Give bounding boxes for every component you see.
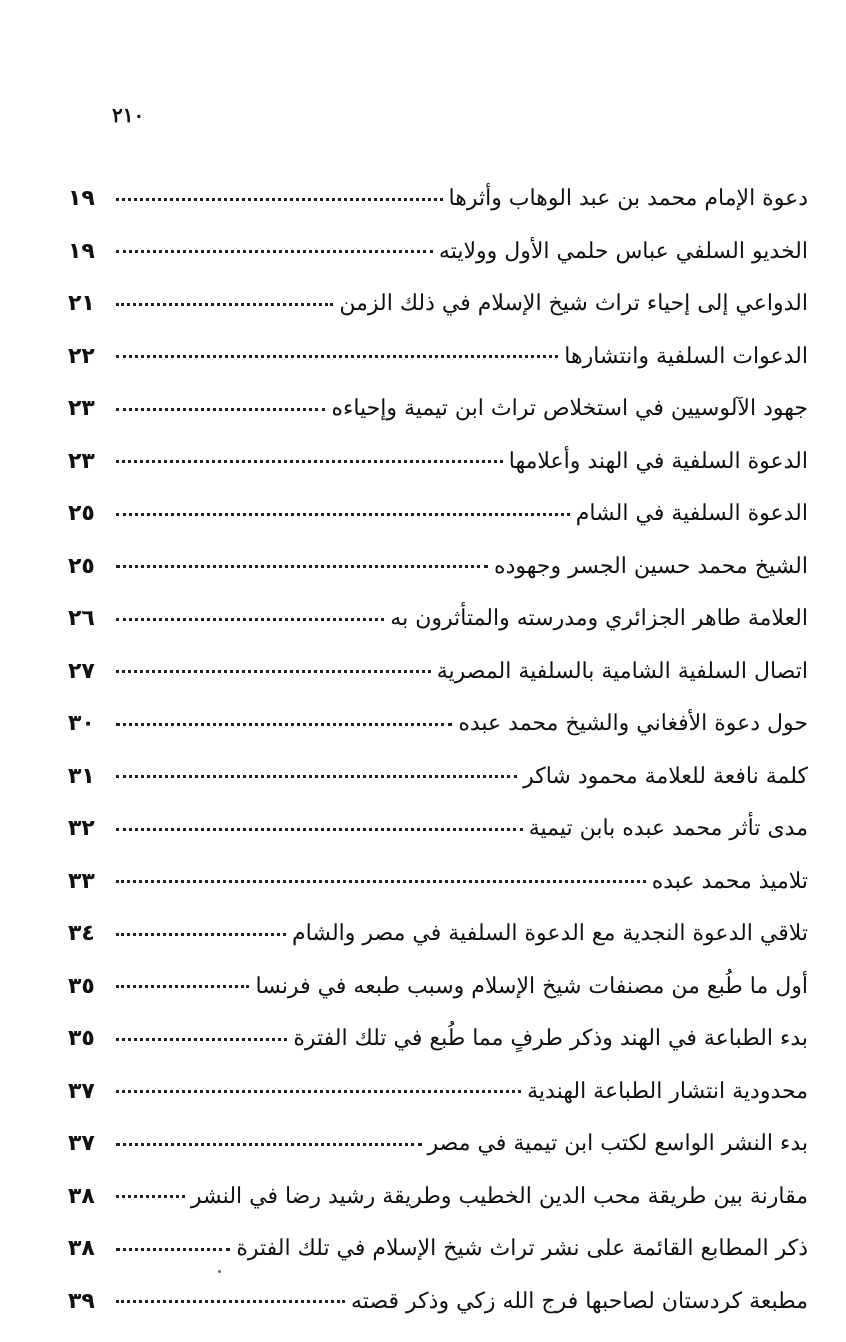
toc-entry-title: كلمة نافعة للعلامة محمود شاكر [523,763,808,789]
toc-entry [68,370,808,423]
toc-entry-page: ٣٥ [68,1026,95,1052]
dot-leader [116,355,558,358]
toc-entry-page: ٣١ [68,763,95,789]
toc-entry-title: الشيخ محمد حسين الجسر وجهوده [494,553,808,579]
dot-leader [116,880,646,883]
toc-entry-title: دعوة الإمام محمد بن عبد الوهاب وأثرها [448,186,808,212]
dot-leader [116,670,431,673]
toc-entry [68,1158,808,1211]
dot-leader [116,1038,287,1041]
dot-leader [116,513,570,516]
dot-leader [116,460,503,463]
toc-entry-page: ٢٧ [68,658,95,684]
toc-entry [68,1263,808,1316]
toc-entry-page: ٣٣ [68,868,95,894]
toc-entry-title: الخديو السلفي عباس حلمي الأول وولايته [438,238,808,264]
toc-entry [68,213,808,266]
toc-entry [68,790,808,843]
toc-entry-page: ٢١ [68,291,95,317]
toc-entry-title: مقارنة بين طريقة محب الدين الخطيب وطريقة رشيد رضا في النشر [190,1183,808,1209]
toc-entry-title: أول ما طُبع من مصنفات شيخ الإسلام وسبب طبعه في فرنسا [255,973,808,999]
toc-entry-title: مدى تأثر محمد عبده بابن تيمية [528,816,808,842]
toc-entry-page: ٢٢ [68,343,95,369]
table-of-contents [68,160,808,1315]
dot-leader [116,828,523,831]
dot-leader [116,618,384,621]
toc-entry-page: ٢٦ [68,606,95,632]
toc-entry-page: ٢٥ [68,501,95,527]
toc-entry [68,1000,808,1053]
toc-entry-title: الدعوة السلفية في الهند وأعلامها [508,448,808,474]
toc-entry-title: تلاقي الدعوة النجدية مع الدعوة السلفية في مصر والشام [292,921,808,947]
toc-entry-title: تلاميذ محمد عبده [651,868,808,894]
dot-leader [116,723,452,726]
dot-leader [116,1090,521,1093]
toc-entry-title: جهود الآلوسيين في استخلاص تراث ابن تيمية وإحياءه [331,396,808,422]
dot-leader [116,1300,345,1303]
toc-entry-title: بدء النشر الواسع لكتب ابن تيمية في مصر [427,1131,808,1157]
toc-entry-page: ٣٥ [68,973,95,999]
toc-entry [68,738,808,791]
toc-entry [68,895,808,948]
toc-entry [68,633,808,686]
toc-entry-title: بدء الطباعة في الهند وذكر طرفٍ مما طُبع في تلك الفترة [293,1026,808,1052]
toc-entry [68,580,808,633]
toc-entry [68,1210,808,1263]
toc-entry-title: حول دعوة الأفغاني والشيخ محمد عبده [458,711,808,737]
toc-entry [68,1105,808,1158]
toc-entry [68,265,808,318]
toc-entry-title: ذكر المطابع القائمة على نشر تراث شيخ الإسلام في تلك الفترة [236,1236,808,1262]
dot-leader [116,1143,422,1146]
dot-leader [116,1195,185,1198]
toc-entry-page: ٣٨ [68,1236,95,1262]
toc-entry-page: ٢٣ [68,396,95,422]
toc-entry-title: الدعوة السلفية في الشام [575,501,808,527]
dot-leader [116,933,286,936]
toc-entry-page: ٢٣ [68,448,95,474]
toc-entry-title: الدواعي إلى إحياء تراث شيخ الإسلام في ذلك الزمن [339,291,808,317]
toc-entry [68,948,808,1001]
toc-entry-page: ٢٥ [68,553,95,579]
dot-leader [116,565,488,568]
toc-entry-title: اتصال السلفية الشامية بالسلفية المصرية [436,658,808,684]
toc-entry-page: ٣٧ [68,1131,95,1157]
toc-entry-page: ٣٩ [68,1288,95,1314]
toc-entry-title: العلامة طاهر الجزائري ومدرسته والمتأثرون به [390,606,808,632]
toc-entry-title: الدعوات السلفية وانتشارها [564,343,808,369]
toc-entry-page: ٣٤ [68,921,95,947]
toc-entry-page: ٣٢ [68,816,95,842]
print-speck [218,1270,221,1273]
toc-entry [68,318,808,371]
toc-entry [68,160,808,213]
toc-entry [68,475,808,528]
toc-entry-page: ٣٨ [68,1183,95,1209]
toc-entry-page: ٣٠ [68,711,95,737]
toc-entry [68,1053,808,1106]
dot-leader [116,408,325,411]
toc-entry [68,685,808,738]
toc-entry-title: محدودية انتشار الطباعة الهندية [527,1078,808,1104]
page-number: ٢١٠ [112,103,145,127]
dot-leader [116,198,443,201]
toc-entry [68,528,808,581]
toc-entry-page: ٣٧ [68,1078,95,1104]
dot-leader [116,250,433,253]
dot-leader [116,985,249,988]
toc-entry-title: مطبعة كردستان لصاحبها فرج الله زكي وذكر قصته [351,1288,808,1314]
dot-leader [116,1248,230,1251]
toc-entry-page: ١٩ [68,186,95,212]
dot-leader [116,303,333,306]
toc-entry [68,843,808,896]
toc-entry-page: ١٩ [68,238,95,264]
toc-entry [68,423,808,476]
dot-leader [116,775,517,778]
